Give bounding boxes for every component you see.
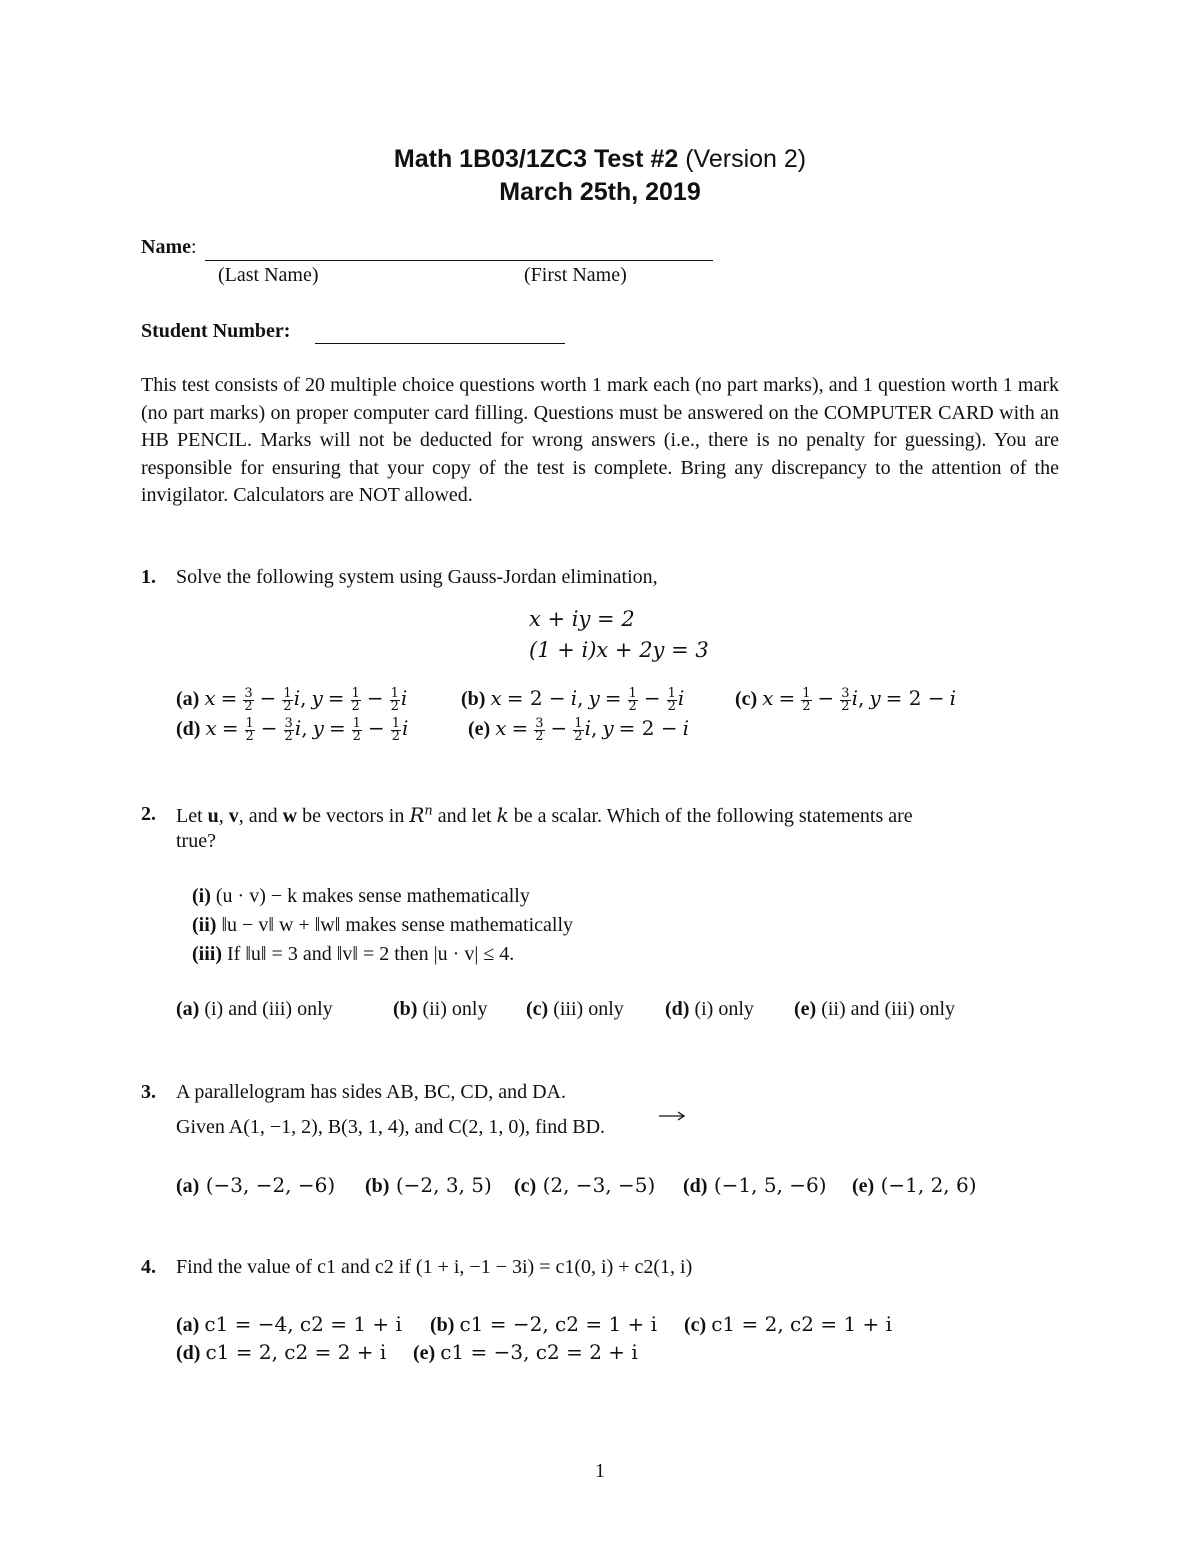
q2-statement-ii-text: ‖u − v‖ w + ‖w‖ makes sense mathematically — [221, 914, 574, 936]
q4-option-b-label: (b) — [430, 1314, 455, 1336]
name-label — [141, 236, 197, 259]
q2-vector-v: v — [228, 805, 239, 827]
first-name-hint: (First Name) — [524, 264, 627, 286]
q4-option-d[interactable] — [176, 1340, 386, 1365]
q2-option-d[interactable] — [665, 998, 754, 1021]
q4-option-a[interactable] — [176, 1312, 402, 1337]
q1-option-b[interactable]: (b) x = 2 − i, y = $\frac{1}{2}$ − $\frac{1}{2}$ i — [461, 685, 685, 714]
q1-option-e-label: (e) — [468, 718, 491, 740]
student-number-label: Student Number: — [141, 320, 291, 342]
q2-prompt-part: Let — [176, 805, 208, 827]
title-course: Math 1B03/1ZC3 Test #2 — [393, 145, 679, 173]
q1-number: 1. — [141, 566, 156, 588]
title-version: (Version 2) — [685, 145, 807, 173]
q2-prompt-part: , and — [238, 805, 283, 827]
q1-option-c-label: (c) — [735, 688, 758, 710]
q2-option-a-text: (i) and (iii) only — [204, 998, 333, 1020]
q1-option-d[interactable]: (d) x = $\frac{1}{2}$ − $\frac{3}{2}$ i, y = $\frac{1}{2}$ − $\frac{1}{2}$ i — [176, 715, 409, 744]
q4-option-c[interactable] — [684, 1312, 892, 1337]
q2-option-e-label: (e) — [794, 998, 817, 1020]
q2-statement-i-label: (i) — [192, 885, 211, 907]
q2-option-a[interactable] — [176, 998, 333, 1021]
q1-equation-2: (1 + i)x + 2y = 3 — [529, 638, 709, 662]
q2-prompt-part: , — [218, 805, 229, 827]
q1-option-a-label: (a) — [176, 688, 200, 710]
q3-option-b-label: (b) — [365, 1175, 390, 1197]
q3-option-a-label: (a) — [176, 1175, 200, 1197]
q2-statement-ii-label: (ii) — [192, 914, 217, 936]
q3-number: 3. — [141, 1081, 156, 1103]
q2-prompt-part: and let — [432, 805, 497, 827]
q2-option-e[interactable] — [794, 998, 955, 1021]
q3-option-a[interactable] — [176, 1173, 335, 1198]
q2-option-c[interactable] — [526, 998, 624, 1021]
q4-option-e-text: c1 = −3, c2 = 2 + i — [440, 1340, 638, 1364]
q4-option-d-text: c1 = 2, c2 = 2 + i — [205, 1340, 387, 1364]
date-text: March 25th, 2019 — [499, 178, 701, 206]
q2-scalar-k: k — [496, 803, 509, 827]
q1-option-b-label: (b) — [461, 688, 486, 710]
q2-statement-iii-label: (iii) — [192, 943, 222, 965]
q4-option-c-text: c1 = 2, c2 = 1 + i — [711, 1312, 893, 1336]
arrow-icon — [658, 1111, 686, 1121]
q2-statement-iii — [192, 943, 514, 966]
q2-option-d-label: (d) — [665, 998, 690, 1020]
q3-prompt: A parallelogram has sides AB, BC, CD, and DA. — [176, 1081, 566, 1103]
name-colon: : — [190, 236, 197, 258]
q4-option-d-label: (d) — [176, 1342, 201, 1364]
q2-option-d-text: (i) only — [694, 998, 754, 1020]
test-date — [0, 178, 1200, 207]
q2-option-b[interactable] — [393, 998, 487, 1021]
q2-statement-i — [192, 885, 530, 908]
q2-prompt — [176, 803, 913, 828]
q4-option-b-text: c1 = −2, c2 = 1 + i — [459, 1312, 658, 1336]
q4-number: 4. — [141, 1256, 156, 1278]
q3-option-c-label: (c) — [514, 1175, 537, 1197]
q4-option-e[interactable] — [413, 1340, 638, 1365]
name-label-text: Name — [141, 236, 191, 258]
q2-option-e-text: (ii) and (iii) only — [821, 998, 956, 1020]
q2-space-n: n — [424, 803, 433, 819]
q3-option-b-text: (−2, 3, 5) — [395, 1173, 492, 1197]
q3-option-d[interactable] — [683, 1173, 827, 1198]
q1-equation-1: x + iy = 2 — [529, 607, 635, 631]
q3-option-e[interactable] — [852, 1173, 977, 1198]
q2-vector-u: u — [207, 805, 219, 827]
q3-option-b[interactable] — [365, 1173, 492, 1198]
q4-option-c-label: (c) — [684, 1314, 707, 1336]
q3-vector-arrow — [658, 1108, 686, 1126]
last-name-hint: (Last Name) — [218, 264, 319, 286]
q2-option-b-text: (ii) only — [422, 998, 488, 1020]
q1-option-d-label: (d) — [176, 718, 201, 740]
instructions: This test consists of 20 multiple choice questions worth 1 mark each (no part marks), and 1 question worth 1 mark (no part marks) on proper computer card filling. Questions must be answered on the COMPUTER CARD with an HB PENCIL. Marks will not be deducted for wrong answers (i.e., there is no penalty for guessing). You are responsible for ensuring that your copy of the test is complete. Bring any discrepancy to the attention of the invigilator. Calculators are NOT allowed. — [141, 374, 1059, 506]
q3-option-c-text: (2, −3, −5) — [542, 1173, 656, 1197]
q2-vector-w: w — [282, 805, 298, 827]
page-number: 1 — [595, 1460, 605, 1482]
q3-option-a-text: (−3, −2, −6) — [205, 1173, 336, 1197]
q1-option-a[interactable]: (a) x = $\frac{3}{2}$ − $\frac{1}{2}$ i, y = $\frac{1}{2}$ − $\frac{1}{2}$ i — [176, 685, 408, 714]
student-number-line[interactable] — [315, 343, 565, 344]
q3-option-c[interactable] — [514, 1173, 655, 1198]
q3-option-e-label: (e) — [852, 1175, 875, 1197]
q1-prompt: Solve the following system using Gauss-Jordan elimination, — [176, 566, 658, 588]
q2-number: 2. — [141, 803, 156, 825]
q1-option-e[interactable]: (e) x = $\frac{3}{2}$ − $\frac{1}{2}$ i, y = 2 − i — [468, 715, 690, 744]
q4-option-a-text: c1 = −4, c2 = 1 + i — [204, 1312, 402, 1336]
q3-prompt-2: Given A(1, −1, 2), B(3, 1, 4), and C(2, 1, 0), find BD. — [176, 1116, 606, 1138]
q2-option-a-label: (a) — [176, 998, 200, 1020]
q3-option-d-label: (d) — [683, 1175, 708, 1197]
q2-statement-i-text: (u · v) − k makes sense mathematically — [215, 885, 530, 907]
q2-statement-ii — [192, 914, 573, 937]
q2-option-b-label: (b) — [393, 998, 418, 1020]
q3-option-e-text: (−1, 2, 6) — [880, 1173, 977, 1197]
q4-option-b[interactable] — [430, 1312, 657, 1337]
q2-option-c-label: (c) — [526, 998, 549, 1020]
q2-prompt-cont: true? — [176, 830, 216, 852]
q3-option-d-text: (−1, 5, −6) — [713, 1173, 827, 1197]
q1-option-c[interactable]: (c) x = $\frac{1}{2}$ − $\frac{3}{2}$ i, y = 2 − i — [735, 685, 957, 714]
q4-option-e-label: (e) — [413, 1342, 436, 1364]
q4-option-a-label: (a) — [176, 1314, 200, 1336]
q2-option-c-text: (iii) only — [553, 998, 624, 1020]
q2-prompt-part: be vectors in — [297, 805, 410, 827]
page-title — [0, 145, 1200, 174]
name-line[interactable] — [205, 260, 713, 261]
q2-space-r: R — [409, 803, 425, 827]
q2-prompt-part: be a scalar. Which of the following statements are — [508, 805, 913, 827]
q2-statement-iii-text: If ‖u‖ = 3 and ‖v‖ = 2 then |u · v| ≤ 4. — [227, 943, 515, 965]
q4-prompt: Find the value of c1 and c2 if (1 + i, −1 − 3i) = c1(0, i) + c2(1, i) — [176, 1256, 693, 1278]
